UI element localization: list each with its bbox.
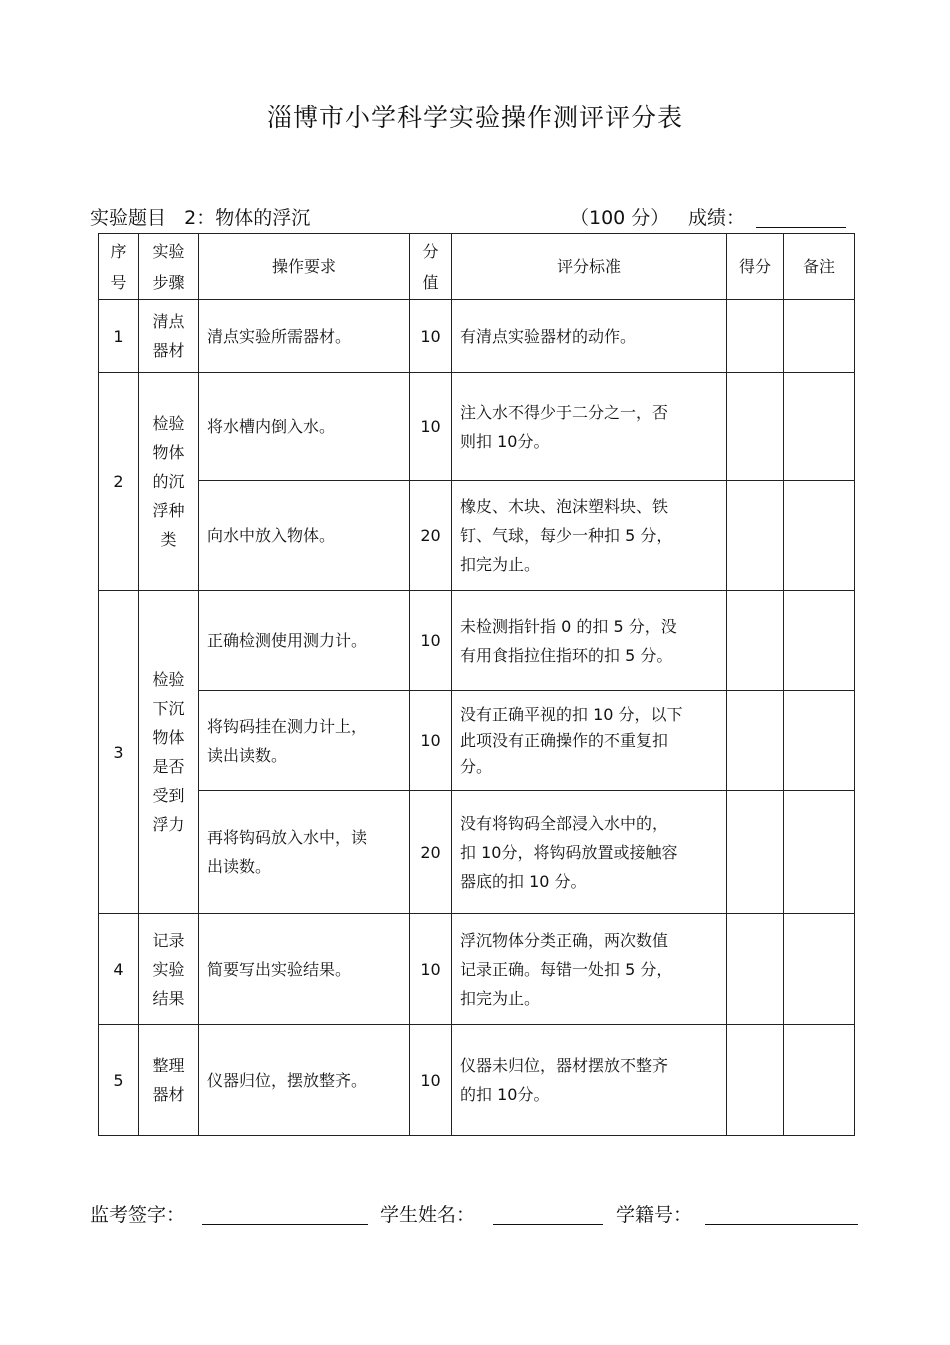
point-value: 10	[410, 691, 452, 791]
score-cell[interactable]	[727, 373, 784, 481]
requirement: 仪器归位，摆放整齐。	[199, 1025, 410, 1136]
table-row	[99, 691, 855, 791]
note-cell[interactable]	[784, 373, 855, 481]
header-step: 实验 步骤	[139, 234, 199, 300]
criteria: 浮沉物体分类正确，两次数值 记录正确。每错一处扣 5 分， 扣完为止。	[452, 914, 727, 1025]
proctor-label: 监考签字：	[90, 1204, 186, 1226]
step-name: 整理 器材	[139, 1025, 199, 1136]
page-title: 淄博市小学科学实验操作测评评分表	[266, 103, 683, 132]
experiment-header	[90, 203, 850, 233]
criteria: 没有将钩码全部浸入水中的， 扣 10分，将钩码放置或接触容 器底的扣 10 分。	[452, 791, 727, 914]
criteria: 仪器未归位，器材摆放不整齐 的扣 10分。	[452, 1025, 727, 1136]
table-row	[99, 300, 855, 373]
point-value: 10	[410, 373, 452, 481]
note-cell[interactable]	[784, 791, 855, 914]
table-row	[99, 791, 855, 914]
requirement: 正确检测使用测力计。	[199, 591, 410, 691]
note-cell[interactable]	[784, 691, 855, 791]
score-cell[interactable]	[727, 481, 784, 591]
criteria: 有清点实验器材的动作。	[452, 300, 727, 373]
criteria: 没有正确平视的扣 10 分，以下 此项没有正确操作的不重复扣 分。	[452, 691, 727, 791]
note-cell[interactable]	[784, 300, 855, 373]
student-id-label: 学籍号：	[616, 1204, 693, 1226]
table-row	[99, 1025, 855, 1136]
requirement: 将水槽内倒入水。	[199, 373, 410, 481]
header-requirement: 操作要求	[199, 234, 410, 300]
point-value: 20	[410, 481, 452, 591]
header-row	[99, 234, 855, 300]
student-id-blank[interactable]	[705, 1224, 858, 1225]
point-value: 10	[410, 914, 452, 1025]
student-name-blank[interactable]	[493, 1224, 603, 1225]
score-cell[interactable]	[727, 691, 784, 791]
row-number: 5	[99, 1025, 139, 1136]
header-no: 序 号	[99, 234, 139, 300]
note-cell[interactable]	[784, 591, 855, 691]
score-cell[interactable]	[727, 791, 784, 914]
requirement: 清点实验所需器材。	[199, 300, 410, 373]
student-name-label: 学生姓名：	[380, 1204, 476, 1226]
score-cell[interactable]	[727, 914, 784, 1025]
point-value: 20	[410, 791, 452, 914]
header-criteria: 评分标准	[452, 234, 727, 300]
header-got: 得分	[727, 234, 784, 300]
row-number: 4	[99, 914, 139, 1025]
step-name: 检验 物体 的沉 浮种 类	[139, 373, 199, 591]
row-number: 3	[99, 591, 139, 914]
criteria: 未检测指针指 0 的扣 5 分，没 有用食指拉住指环的扣 5 分。	[452, 591, 727, 691]
point-value: 10	[410, 1025, 452, 1136]
table-row	[99, 373, 855, 481]
requirement: 再将钩码放入水中，读 出读数。	[199, 791, 410, 914]
point-value: 10	[410, 591, 452, 691]
table-row	[99, 481, 855, 591]
row-number: 2	[99, 373, 139, 591]
score-label: 成绩：	[688, 207, 746, 229]
requirement: 向水中放入物体。	[199, 481, 410, 591]
score-cell[interactable]	[727, 300, 784, 373]
note-cell[interactable]	[784, 1025, 855, 1136]
step-name: 记录 实验 结果	[139, 914, 199, 1025]
note-cell[interactable]	[784, 481, 855, 591]
row-number: 1	[99, 300, 139, 373]
table-row	[99, 914, 855, 1025]
scoring-table	[98, 233, 855, 1136]
score-cell[interactable]	[727, 591, 784, 691]
note-cell[interactable]	[784, 914, 855, 1025]
score-cell[interactable]	[727, 1025, 784, 1136]
step-name: 清点 器材	[139, 300, 199, 373]
requirement: 简要写出实验结果。	[199, 914, 410, 1025]
signature-footer	[90, 1200, 870, 1230]
proctor-signature-blank[interactable]	[202, 1224, 368, 1225]
point-value: 10	[410, 300, 452, 373]
score-blank[interactable]	[756, 227, 846, 228]
header-value: 分 值	[410, 234, 452, 300]
requirement: 将钩码挂在测力计上， 读出读数。	[199, 691, 410, 791]
total-points: （100 分）	[570, 207, 670, 229]
table-row	[99, 591, 855, 691]
criteria: 橡皮、木块、泡沫塑料块、铁 钉、气球，每少一种扣 5 分， 扣完为止。	[452, 481, 727, 591]
header-note: 备注	[784, 234, 855, 300]
step-name: 检验 下沉 物体 是否 受到 浮力	[139, 591, 199, 914]
experiment-title: 实验题目 2：物体的浮沉	[90, 207, 311, 229]
criteria: 注入水不得少于二分之一，否 则扣 10分。	[452, 373, 727, 481]
